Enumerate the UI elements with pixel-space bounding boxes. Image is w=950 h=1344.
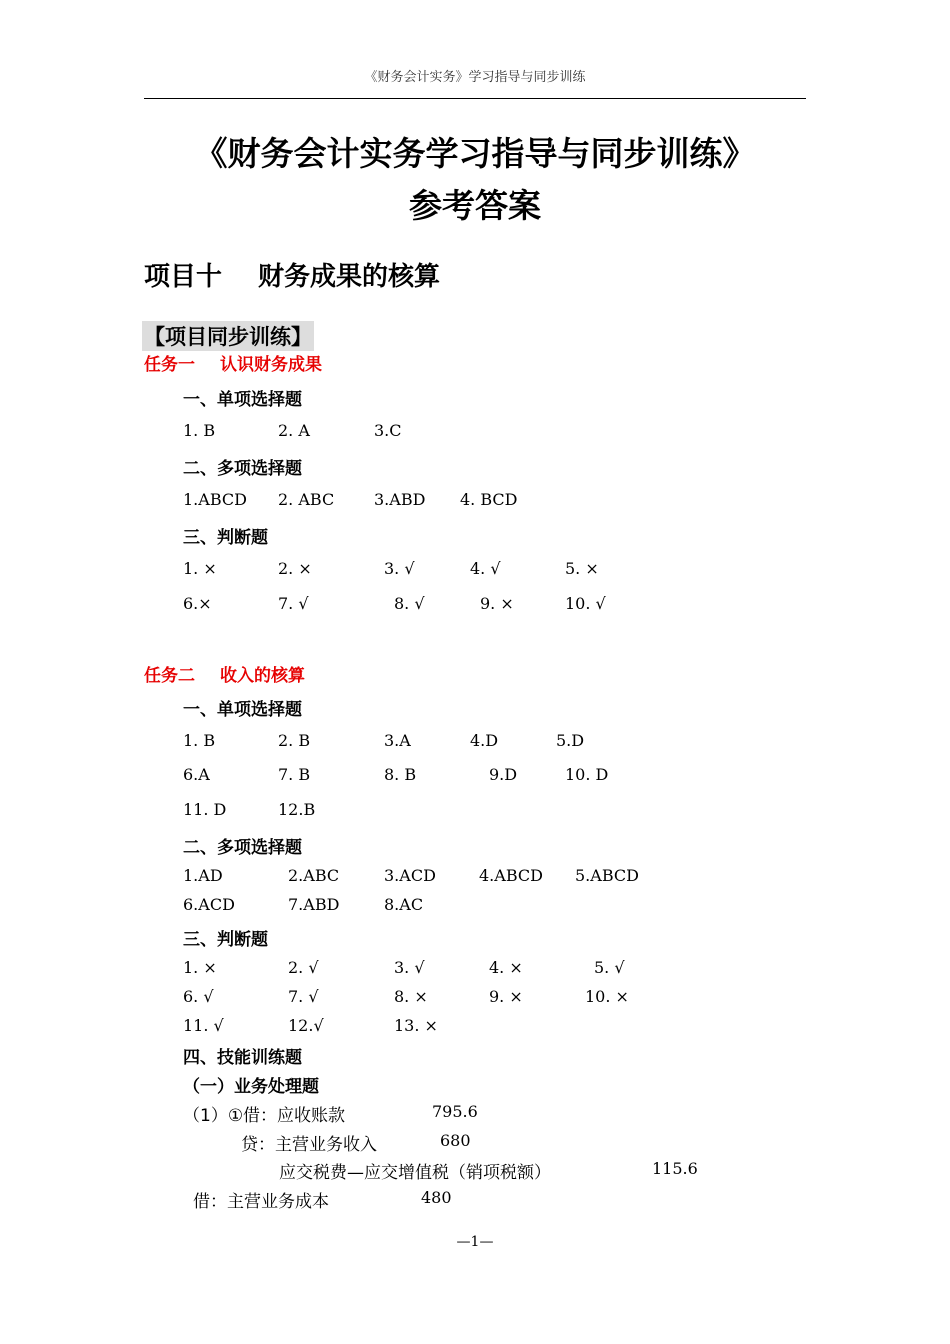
answer: 7. √ xyxy=(278,594,309,613)
answer: 2. ABC xyxy=(278,490,335,509)
answer: 8.AC xyxy=(384,895,424,914)
answer: 7.ABD xyxy=(288,895,340,914)
sync-training-heading: 【项目同步训练】 xyxy=(142,321,314,351)
document-title: 《财务会计实务学习指导与同步训练》 xyxy=(194,134,756,173)
journal-entry-amount: 795.6 xyxy=(432,1102,478,1121)
journal-entry-amount: 480 xyxy=(421,1188,452,1207)
answer: 8. √ xyxy=(394,594,425,613)
answer: 1.ABCD xyxy=(183,490,247,509)
answer: 2. B xyxy=(278,731,311,750)
answer: 7. √ xyxy=(288,987,319,1006)
answer: 1. B xyxy=(183,421,216,440)
answer: 2.ABC xyxy=(288,866,340,885)
answer: 1.AD xyxy=(183,866,223,885)
answer: 10. D xyxy=(565,765,609,784)
business-processing-title: （一）业务处理题 xyxy=(183,1077,319,1097)
task2-judgment-title: 三、判断题 xyxy=(183,930,268,950)
answer: 4.ABCD xyxy=(479,866,543,885)
header-divider xyxy=(144,98,806,99)
journal-entry-amount: 680 xyxy=(440,1131,471,1150)
task2-multi-choice-title: 二、多项选择题 xyxy=(183,838,302,858)
answer: 5.ABCD xyxy=(575,866,639,885)
task2-single-choice-title: 一、单项选择题 xyxy=(183,700,302,720)
answer: 5.D xyxy=(556,731,585,750)
answer: 3.ACD xyxy=(384,866,436,885)
task1-name: 认识财务成果 xyxy=(220,355,322,375)
answer: 6.ACD xyxy=(183,895,235,914)
answer: 8. B xyxy=(384,765,417,784)
answer: 2. × xyxy=(278,559,312,578)
answer: 10. × xyxy=(585,987,629,1006)
answer: 9.D xyxy=(489,765,518,784)
answer: 3.C xyxy=(374,421,402,440)
answer: 6.A xyxy=(183,765,210,784)
answer: 9. × xyxy=(480,594,514,613)
answer: 12.B xyxy=(278,800,316,819)
journal-entry-amount: 115.6 xyxy=(652,1159,698,1178)
task1-multi-choice-title: 二、多项选择题 xyxy=(183,459,302,479)
answer: 4. × xyxy=(489,958,523,977)
document-subtitle: 参考答案 xyxy=(409,186,541,225)
answer: 6. √ xyxy=(183,987,214,1006)
answer: 10. √ xyxy=(565,594,606,613)
journal-entry-label: 借：主营业务成本 xyxy=(193,1192,329,1212)
task2-skills-title: 四、技能训练题 xyxy=(183,1048,302,1068)
task2-label: 任务二 xyxy=(144,666,195,686)
answer: 5. × xyxy=(565,559,599,578)
answer: 9. × xyxy=(489,987,523,1006)
answer: 3.A xyxy=(384,731,411,750)
journal-entry-label: 贷：主营业务收入 xyxy=(241,1135,377,1155)
running-header: 《财务会计实务》学习指导与同步训练 xyxy=(364,70,586,85)
answer: 4. √ xyxy=(470,559,501,578)
answer: 13. × xyxy=(394,1016,438,1035)
answer: 7. B xyxy=(278,765,311,784)
answer: 4. BCD xyxy=(460,490,518,509)
task1-judgment-title: 三、判断题 xyxy=(183,528,268,548)
answer: 6.× xyxy=(183,594,212,613)
answer: 11. D xyxy=(183,800,227,819)
answer: 3. √ xyxy=(384,559,415,578)
project-name: 财务成果的核算 xyxy=(258,262,441,292)
answer: 1. × xyxy=(183,958,217,977)
page-number: —1— xyxy=(456,1234,494,1250)
answer: 1. × xyxy=(183,559,217,578)
task1-label: 任务一 xyxy=(144,355,195,375)
answer: 5. √ xyxy=(594,958,625,977)
answer: 8. × xyxy=(394,987,428,1006)
answer: 1. B xyxy=(183,731,216,750)
journal-entry-label: 应交税费—应交增值税（销项税额） xyxy=(279,1163,551,1183)
task2-name: 收入的核算 xyxy=(220,666,305,686)
journal-entry-label: （1）①借：应收账款 xyxy=(183,1106,346,1126)
answer: 11. √ xyxy=(183,1016,224,1035)
answer: 4.D xyxy=(470,731,499,750)
answer: 2. A xyxy=(278,421,310,440)
answer: 3.ABD xyxy=(374,490,426,509)
task1-single-choice-title: 一、单项选择题 xyxy=(183,390,302,410)
answer: 12.√ xyxy=(288,1016,324,1035)
project-label: 项目十 xyxy=(144,262,223,292)
answer: 2. √ xyxy=(288,958,319,977)
answer: 3. √ xyxy=(394,958,425,977)
